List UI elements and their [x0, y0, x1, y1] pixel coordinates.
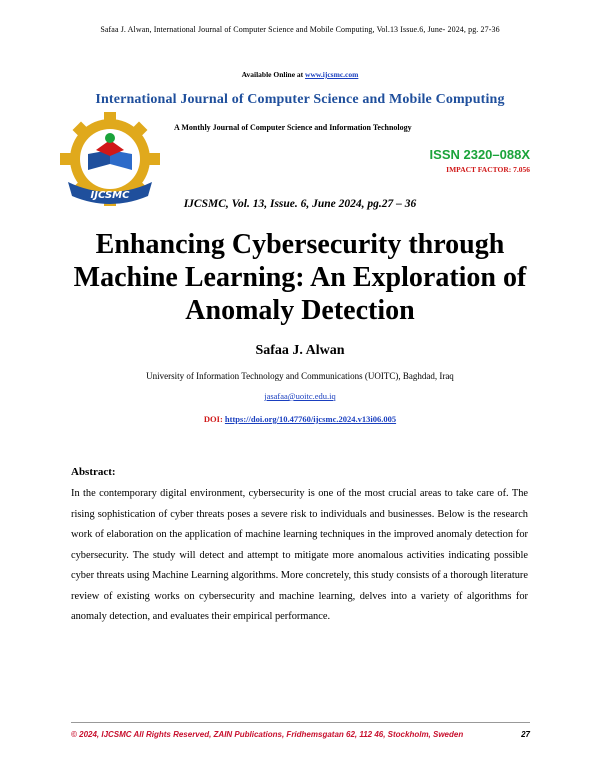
journal-website-link[interactable]: www.ijcsmc.com	[305, 70, 359, 79]
author-email[interactable]: jasafaa@uoitc.edu.iq	[264, 391, 336, 401]
available-online	[0, 70, 600, 79]
doi	[0, 414, 600, 424]
journal-subtitle: A Monthly Journal of Computer Science and Information Technology	[174, 123, 412, 132]
page-number: 27	[521, 730, 530, 739]
footer-copyright: © 2024, IJCSMC All Rights Reserved, ZAIN Publications, Fridhemsgatan 62, 112 46, Stockholm, Sweden	[71, 730, 464, 739]
paper-title: Enhancing Cybersecurity through Machine Learning: An Exploration of Anomaly Detection	[73, 229, 527, 326]
logo-text: IJCSMC	[90, 190, 130, 201]
author-affiliation: University of Information Technology and Communications (UOITC), Baghdad, Iraq	[146, 371, 454, 381]
footer	[71, 730, 530, 739]
abstract-heading: Abstract:	[71, 466, 116, 478]
abstract-body: In the contemporary digital environment, cybersecurity is one of the most crucial areas to take care of. The rising sophistication of cyber threats poses a severe risk to individuals and businesses. Below is the research work of elaboration on the application of machine learning techniques in the improved anomaly detection for cybersecurity. The study will detect and attempt to mitigate more anomalous activities indicating possible cyber threats using Machine Learning algorithms. More concretely, this study consists of a thorough literature review of existing works on cybersecurity and machine learning, delves into a variety of algorithms for anomaly detection, and evaluates their empirical performance.	[71, 488, 528, 622]
running-header: Safaa J. Alwan, International Journal of Computer Science and Mobile Computing, Vol.13 Issue.6, June- 2024, pg. 27-36	[100, 25, 500, 34]
issn: ISSN 2320–088X	[429, 147, 530, 162]
journal-title: International Journal of Computer Science and Mobile Computing	[95, 92, 505, 107]
citation: IJCSMC, Vol. 13, Issue. 6, June 2024, pg.27 – 36	[183, 198, 417, 210]
available-online-label: Available Online at	[241, 70, 306, 79]
author-name: Safaa J. Alwan	[255, 343, 345, 358]
doi-label: DOI:	[203, 414, 225, 424]
footer-divider	[71, 722, 530, 723]
impact-factor: IMPACT FACTOR: 7.056	[446, 165, 530, 174]
doi-link[interactable]: https://doi.org/10.47760/ijcsmc.2024.v13i06.005	[224, 414, 397, 424]
